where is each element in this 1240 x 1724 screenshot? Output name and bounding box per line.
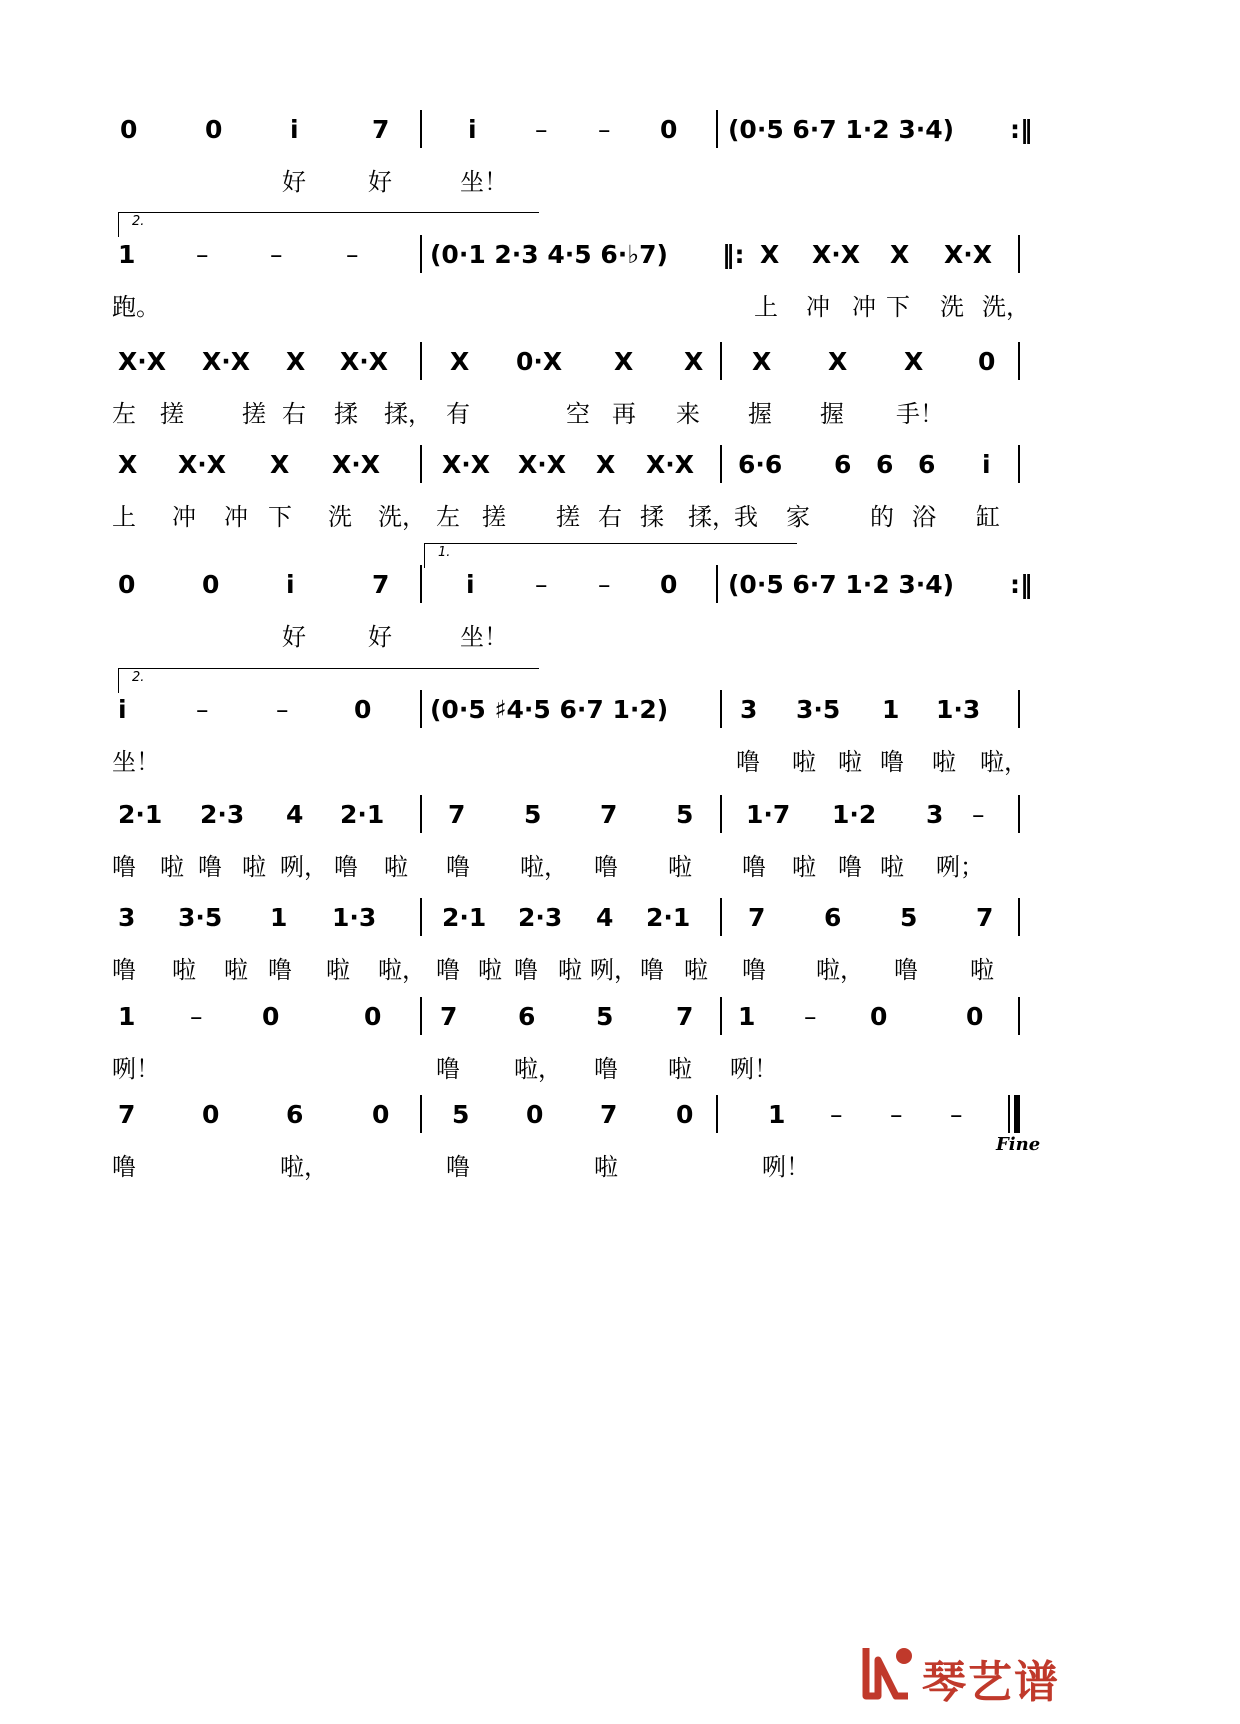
fine-marking: Fine (996, 1134, 1041, 1155)
note: 3 (118, 903, 136, 932)
lyric-syllable: 洗， (378, 503, 426, 531)
volta-label: 1. (438, 545, 451, 560)
note: 3 (740, 695, 758, 724)
lyric-syllable: 揉 (640, 503, 664, 531)
barline (1018, 445, 1020, 483)
lyric-syllable: 坐！ (460, 623, 508, 651)
note: 3 (926, 800, 944, 829)
lyric-syllable: 啦 (558, 956, 582, 984)
lyric-syllable: 啦 (932, 748, 956, 776)
lyric-syllable: 啦 (242, 853, 266, 881)
note: 0 (120, 115, 138, 144)
lyric-syllable: 啦 (172, 956, 196, 984)
staff-system-3 (0, 342, 1240, 452)
lyric-syllable: 上 (754, 293, 778, 321)
note: – (804, 1002, 817, 1031)
note: 1 (118, 1002, 136, 1031)
note: 3·5 (178, 903, 223, 932)
lyric-syllable: 啦 (838, 748, 862, 776)
note: 6·6 (738, 450, 783, 479)
lyric-syllable: 噜 (838, 853, 862, 881)
barline (420, 795, 422, 833)
note: – (598, 115, 611, 144)
notes-row (0, 795, 1240, 835)
lyric-syllable: 啦 (668, 853, 692, 881)
lyric-syllable: 咧； (936, 853, 984, 881)
lyric-syllable: 手！ (896, 400, 944, 428)
repeat-sign: :‖ (1010, 570, 1033, 599)
note: X (614, 347, 634, 376)
note: 6 (918, 450, 936, 479)
note: i (286, 570, 295, 599)
lyrics-row (0, 1045, 1240, 1085)
lyric-syllable: 搓 (482, 503, 506, 531)
note: 7 (440, 1002, 458, 1031)
lyric-syllable: 下 (268, 503, 292, 531)
barline (420, 110, 422, 148)
note: 6 (834, 450, 852, 479)
lyric-syllable: 右 (282, 400, 306, 428)
lyric-syllable: 噜 (446, 853, 470, 881)
note: 0 (202, 1100, 220, 1129)
note: 0 (676, 1100, 694, 1129)
note: 5 (676, 800, 694, 829)
lyric-syllable: 搓 (160, 400, 184, 428)
note: 6 (876, 450, 894, 479)
lyric-syllable: 空 (566, 400, 590, 428)
barline (716, 110, 718, 148)
note: i (982, 450, 991, 479)
lyric-syllable: 冲 (172, 503, 196, 531)
note: 2·1 (646, 903, 691, 932)
lyric-syllable: 啦 (326, 956, 350, 984)
notes-row (0, 898, 1240, 938)
note: – (190, 1002, 203, 1031)
barline (420, 565, 422, 603)
lyrics-row (0, 158, 1240, 198)
barline (420, 898, 422, 936)
barline (716, 565, 718, 603)
note: X (904, 347, 924, 376)
lyric-syllable: 啦 (792, 748, 816, 776)
barline (716, 1095, 718, 1133)
lyric-syllable: 上 (112, 503, 136, 531)
lyric-syllable: 啦， (378, 956, 426, 984)
note: 6 (286, 1100, 304, 1129)
note: 0 (372, 1100, 390, 1129)
note: 7 (372, 570, 390, 599)
lyric-syllable: 咧， (590, 956, 638, 984)
lyric-syllable: 啦 (668, 1055, 692, 1083)
lyric-syllable: 噜 (880, 748, 904, 776)
notes-row (0, 445, 1240, 485)
barline (1018, 997, 1020, 1035)
barline (420, 690, 422, 728)
note: 6 (518, 1002, 536, 1031)
lyric-syllable: 啦， (520, 853, 568, 881)
note: i (290, 115, 299, 144)
note: X·X (812, 240, 861, 269)
notes-row (0, 110, 1240, 150)
lyric-syllable: 好 (282, 168, 306, 196)
note: 1 (270, 903, 288, 932)
notes-row (0, 235, 1240, 275)
lyrics-row (0, 613, 1240, 653)
final-barline (1014, 1095, 1020, 1133)
lyric-syllable: 我 (734, 503, 758, 531)
lyric-syllable: 噜 (894, 956, 918, 984)
note: – (598, 570, 611, 599)
note: 2·3 (518, 903, 563, 932)
lyric-syllable: 噜 (112, 853, 136, 881)
note: 4 (286, 800, 304, 829)
lyric-syllable: 啦， (514, 1055, 562, 1083)
lyric-syllable: 咧， (280, 853, 328, 881)
note: 0 (354, 695, 372, 724)
lyric-syllable: 啦 (792, 853, 816, 881)
note: X (828, 347, 848, 376)
staff-system-2 (0, 235, 1240, 345)
interlude-phrase: (0·5 ♯4·5 6·7 1·2) (430, 695, 669, 724)
note: 1·7 (746, 800, 791, 829)
note: 0 (262, 1002, 280, 1031)
lyric-syllable: 的 (870, 503, 894, 531)
lyric-syllable: 啦 (684, 956, 708, 984)
note: 7 (600, 1100, 618, 1129)
staff-system-1 (0, 110, 1240, 220)
note: – (890, 1100, 903, 1129)
note: 7 (976, 903, 994, 932)
lyric-syllable: 洗 (940, 293, 964, 321)
staff-system-10 (0, 1095, 1240, 1205)
lyric-syllable: 噜 (198, 853, 222, 881)
lyric-syllable: 握 (748, 400, 772, 428)
lyric-syllable: 揉， (384, 400, 432, 428)
note: – (950, 1100, 963, 1129)
note: 0 (205, 115, 223, 144)
staff-system-7 (0, 795, 1240, 905)
barline (1018, 898, 1020, 936)
lyric-syllable: 揉， (688, 503, 736, 531)
lyric-syllable: 洗 (328, 503, 352, 531)
lyric-syllable: 啦 (594, 1153, 618, 1181)
final-barline-thin (1008, 1095, 1010, 1133)
note: X·X (332, 450, 381, 479)
lyric-syllable: 啦， (980, 748, 1028, 776)
volta-label: 2. (132, 670, 145, 685)
note: X (760, 240, 780, 269)
lyric-syllable: 噜 (112, 1153, 136, 1181)
note: 5 (452, 1100, 470, 1129)
note: 1 (738, 1002, 756, 1031)
lyric-syllable: 冲 (852, 293, 876, 321)
notes-row (0, 342, 1240, 382)
lyric-syllable: 来 (676, 400, 700, 428)
lyric-syllable: 噜 (742, 853, 766, 881)
lyric-syllable: 啦 (160, 853, 184, 881)
note: i (118, 695, 127, 724)
note: 2·1 (340, 800, 385, 829)
lyric-syllable: 跑。 (112, 293, 160, 321)
barline (420, 235, 422, 273)
lyric-syllable: 冲 (806, 293, 830, 321)
lyric-syllable: 好 (368, 623, 392, 651)
lyric-syllable: 缸 (976, 503, 1000, 531)
barline (720, 795, 722, 833)
lyric-syllable: 有 (446, 400, 470, 428)
lyric-syllable: 家 (786, 503, 810, 531)
notes-row (0, 565, 1240, 605)
notes-row (0, 997, 1240, 1037)
lyric-syllable: 好 (282, 623, 306, 651)
music-note-wave-icon (860, 1640, 920, 1704)
lyric-syllable: 啦 (478, 956, 502, 984)
note: X (890, 240, 910, 269)
lyric-syllable: 左 (112, 400, 136, 428)
note: 0 (660, 115, 678, 144)
note: 4 (596, 903, 614, 932)
lyric-syllable: 再 (612, 400, 636, 428)
volta-bracket (118, 668, 539, 693)
lyrics-row (0, 946, 1240, 986)
interlude-phrase: (0·5 6·7 1·2 3·4) (728, 570, 955, 599)
note: X·X (646, 450, 695, 479)
note: 0·X (516, 347, 563, 376)
barline (420, 342, 422, 380)
note: X (752, 347, 772, 376)
barline (1018, 795, 1020, 833)
lyric-syllable: 噜 (742, 956, 766, 984)
note: X (596, 450, 616, 479)
note: 0 (202, 570, 220, 599)
lyrics-row (0, 1143, 1240, 1183)
brand-name: 琴艺谱 (922, 1657, 1060, 1708)
lyric-syllable: 坐！ (460, 168, 508, 196)
note: X·X (442, 450, 491, 479)
note: 7 (118, 1100, 136, 1129)
lyric-syllable: 啦 (880, 853, 904, 881)
note: – (270, 240, 283, 269)
note: i (466, 570, 475, 599)
note: 2·1 (442, 903, 487, 932)
note: 0 (966, 1002, 984, 1031)
brand-logo (860, 1640, 1100, 1710)
lyric-syllable: 噜 (594, 1055, 618, 1083)
note: X·X (518, 450, 567, 479)
lyrics-row (0, 738, 1240, 778)
lyric-syllable: 噜 (334, 853, 358, 881)
volta-bracket (118, 212, 539, 237)
lyric-syllable: 噜 (736, 748, 760, 776)
note: X·X (118, 347, 167, 376)
barline (1018, 690, 1020, 728)
note: X (286, 347, 306, 376)
barline (1018, 342, 1020, 380)
note: 0 (364, 1002, 382, 1031)
note: X (270, 450, 290, 479)
note: 1 (768, 1100, 786, 1129)
note: – (196, 240, 209, 269)
lyric-syllable: 噜 (112, 956, 136, 984)
note: X·X (202, 347, 251, 376)
lyric-syllable: 噜 (514, 956, 538, 984)
lyrics-row (0, 283, 1240, 323)
note: 5 (596, 1002, 614, 1031)
lyric-syllable: 握 (820, 400, 844, 428)
lyric-syllable: 浴 (912, 503, 936, 531)
note: 1 (118, 240, 136, 269)
staff-system-6 (0, 690, 1240, 800)
note: 0 (660, 570, 678, 599)
lyrics-row (0, 493, 1240, 533)
interlude-phrase: (0·5 6·7 1·2 3·4) (728, 115, 955, 144)
note: – (830, 1100, 843, 1129)
lyric-syllable: 啦， (280, 1153, 328, 1181)
note: X (450, 347, 470, 376)
lyric-syllable: 洗， (982, 293, 1030, 321)
note: X (684, 347, 704, 376)
notes-row (0, 690, 1240, 730)
notes-row (0, 1095, 1240, 1135)
lyric-syllable: 揉 (334, 400, 358, 428)
note: X (118, 450, 138, 479)
lyric-syllable: 好 (368, 168, 392, 196)
note: 7 (372, 115, 390, 144)
note: 5 (900, 903, 918, 932)
lyric-syllable: 噜 (594, 853, 618, 881)
volta-label: 2. (132, 214, 145, 229)
note: X·X (178, 450, 227, 479)
volta-bracket (424, 543, 797, 568)
interlude-phrase: (0·1 2·3 4·5 6·♭7) (430, 240, 668, 269)
note: 2·3 (200, 800, 245, 829)
note: 0 (978, 347, 996, 376)
staff-system-8 (0, 898, 1240, 1008)
lyric-syllable: 啦 (970, 956, 994, 984)
note: X·X (340, 347, 389, 376)
barline (720, 898, 722, 936)
barline (720, 690, 722, 728)
repeat-sign: :‖ (1010, 115, 1033, 144)
note: – (535, 570, 548, 599)
note: 7 (676, 1002, 694, 1031)
note: 1 (882, 695, 900, 724)
lyric-syllable: 咧！ (762, 1153, 810, 1181)
note: 7 (600, 800, 618, 829)
note: 6 (824, 903, 842, 932)
lyric-syllable: 咧！ (730, 1055, 778, 1083)
note: 1·3 (936, 695, 981, 724)
barline (1018, 235, 1020, 273)
lyric-syllable: 坐！ (112, 748, 160, 776)
barline (420, 1095, 422, 1133)
note: 0 (870, 1002, 888, 1031)
lyric-syllable: 右 (598, 503, 622, 531)
note: 2·1 (118, 800, 163, 829)
lyric-syllable: 噜 (436, 956, 460, 984)
lyrics-row (0, 843, 1240, 883)
note: 0 (118, 570, 136, 599)
note: 0 (526, 1100, 544, 1129)
note: X·X (944, 240, 993, 269)
note: 3·5 (796, 695, 841, 724)
staff-system-4 (0, 445, 1240, 555)
lyric-syllable: 噜 (268, 956, 292, 984)
lyric-syllable: 搓 (242, 400, 266, 428)
note: 7 (748, 903, 766, 932)
note: – (346, 240, 359, 269)
lyric-syllable: 啦 (224, 956, 248, 984)
note: – (196, 695, 209, 724)
lyric-syllable: 冲 (224, 503, 248, 531)
lyric-syllable: 噜 (446, 1153, 470, 1181)
lyric-syllable: 啦 (384, 853, 408, 881)
lyric-syllable: 下 (886, 293, 910, 321)
note: i (468, 115, 477, 144)
note: – (276, 695, 289, 724)
lyric-syllable: 噜 (436, 1055, 460, 1083)
note: – (972, 800, 985, 829)
note: 5 (524, 800, 542, 829)
lyrics-row (0, 390, 1240, 430)
lyric-syllable: 啦， (816, 956, 864, 984)
note: 1·3 (332, 903, 377, 932)
lyric-syllable: 左 (436, 503, 460, 531)
note: 7 (448, 800, 466, 829)
repeat-sign: ‖: (722, 240, 745, 269)
lyric-syllable: 搓 (556, 503, 580, 531)
barline (420, 445, 422, 483)
note: 1·2 (832, 800, 877, 829)
lyric-syllable: 咧！ (112, 1055, 160, 1083)
staff-system-5 (0, 565, 1240, 675)
barline (720, 342, 722, 380)
staff-system-9 (0, 997, 1240, 1107)
barline (720, 445, 722, 483)
barline (420, 997, 422, 1035)
lyric-syllable: 噜 (640, 956, 664, 984)
note: – (535, 115, 548, 144)
barline (720, 997, 722, 1035)
